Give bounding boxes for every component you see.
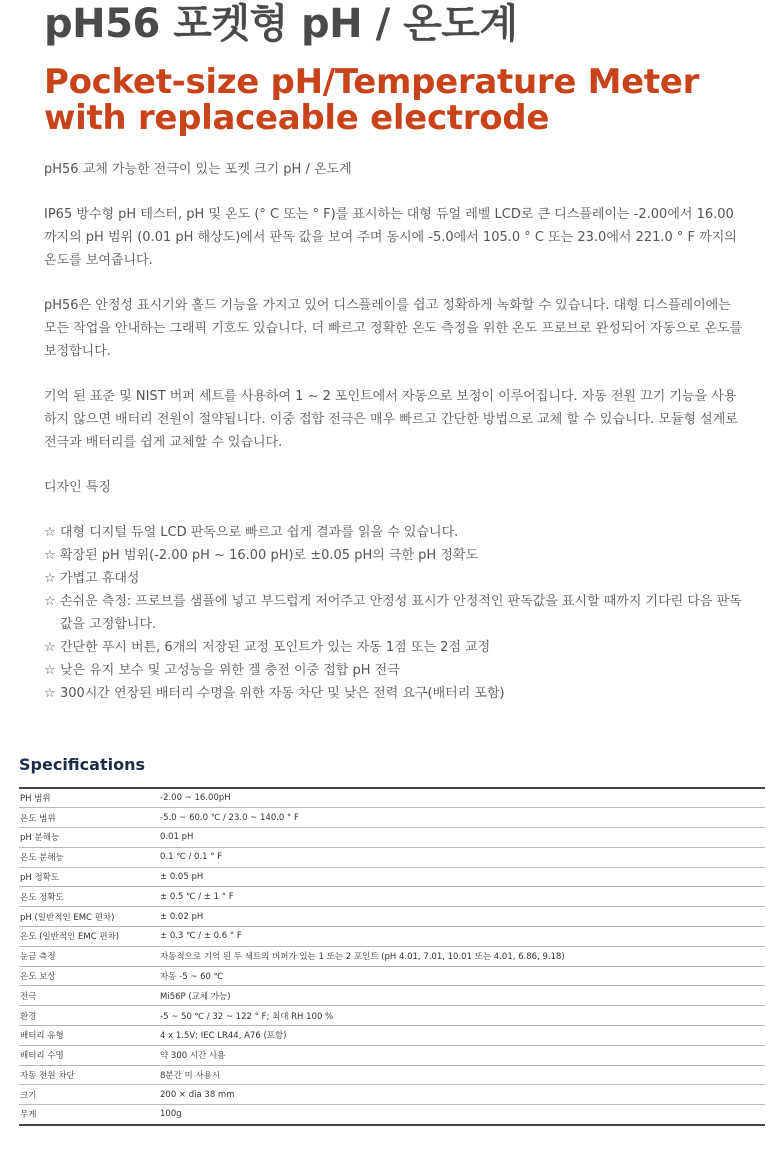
spec-label: 온도 보상	[19, 966, 159, 986]
table-row	[19, 1085, 765, 1105]
spec-value: 자동 -5 ~ 60 ℃	[159, 966, 765, 986]
specifications-table	[19, 787, 765, 1126]
features-list	[44, 521, 744, 705]
star-icon: ☆	[44, 594, 56, 609]
spec-value: -5 ~ 50 ℃ / 32 ~ 122 ° F; 최대 RH 100 %	[159, 1006, 765, 1026]
table-row	[19, 867, 765, 887]
spec-label: 배터리 수명	[19, 1045, 159, 1065]
spec-value: 8분간 미 사용시	[159, 1065, 765, 1085]
page-title: pH56 포켓형 pH / 온도계	[44, 1, 518, 47]
description-paragraph: IP65 방수형 pH 테스터, pH 및 온도 (° C 또는 ° F)를 표시하는 대형 듀얼 레벨 LCD로 큰 디스플레이는 -2.00에서 16.00까지의 pH 범위 (0.01 pH 해상도)에서 판독 값을 보여 주며 동시에 -5.0에서 105.0 ° C 또는 23.0에서 221.0 ° F 까지의 온도를 보여줍니다.	[44, 207, 737, 268]
spec-label: 온도 (일반적인 EMC 편차)	[19, 927, 159, 947]
table-row	[19, 788, 765, 808]
spec-value: -5.0 ~ 60.0 ℃ / 23.0 ~ 140.0 ° F	[159, 808, 765, 828]
table-row	[19, 847, 765, 867]
star-icon: ☆	[44, 525, 56, 540]
spec-value: 0.01 pH	[159, 828, 765, 848]
list-item	[44, 659, 744, 682]
table-row	[19, 927, 765, 947]
spec-value: 4 x 1.5V; IEC LR44, A76 (포함)	[159, 1026, 765, 1046]
spec-label: 크기	[19, 1085, 159, 1105]
spec-value: 200 × dia 38 mm	[159, 1085, 765, 1105]
spec-value: 0.1 ℃ / 0.1 ° F	[159, 847, 765, 867]
list-item	[44, 590, 744, 636]
table-row	[19, 808, 765, 828]
spec-label: pH 분해능	[19, 828, 159, 848]
table-row	[19, 966, 765, 986]
spec-value: ± 0.5 ℃ / ± 1 ° F	[159, 887, 765, 907]
table-row	[19, 1006, 765, 1026]
spec-label: 전극	[19, 986, 159, 1006]
spec-label: 무게	[20, 1110, 37, 1121]
description-paragraph: 기억 된 표준 및 NIST 버퍼 세트를 사용하여 1 ~ 2 포인트에서 자동으로 보정이 이루어집니다. 자동 전원 끄기 기능을 사용하지 않으면 배터리 전원이 절약됩니다. 이중 접합 전극은 매우 빠르고 간단한 방법으로 교체 할 수 있습니다. 모듈형 설계로 전극과 배터리를 쉽게 교체할 수 있습니다.	[44, 389, 738, 450]
list-item	[44, 544, 744, 567]
feature-text: 손쉬운 측정: 프로브를 샘플에 넣고 부드럽게 저어주고 안정성 표시가 안정적인 판독값을 표시할 때까지 기다린 다음 판독값을 고정합니다.	[60, 594, 742, 632]
spec-label: pH (일반적인 EMC 편차)	[19, 907, 159, 927]
product-description	[44, 158, 744, 705]
spec-value: 100g	[160, 1109, 182, 1120]
spec-label: PH 범위	[19, 788, 159, 808]
feature-text: 확장된 pH 범위(-2.00 pH ~ 16.00 pH)로 ±0.05 pH의 극한 pH 정확도	[60, 548, 479, 563]
star-icon: ☆	[44, 548, 56, 563]
table-row	[19, 1105, 765, 1125]
spec-label: 온도 범위	[19, 808, 159, 828]
table-row	[19, 828, 765, 848]
star-icon: ☆	[44, 663, 56, 678]
feature-text: 간단한 푸시 버튼, 6개의 저장된 교정 포인트가 있는 자동 1점 또는 2점 교정	[60, 640, 491, 655]
spec-label: pH 정확도	[19, 867, 159, 887]
feature-text: 가볍고 휴대성	[60, 571, 140, 586]
spec-value: ± 0.3 ℃ / ± 0.6 ° F	[159, 927, 765, 947]
page-subtitle: Pocket-size pH/Temperature Meter with replaceable electrode	[44, 62, 700, 138]
features-heading: 디자인 특징	[44, 480, 111, 495]
spec-label: 환경	[19, 1006, 159, 1026]
spec-value: 자동적으로 기억 된 두 세트의 버퍼가 있는 1 또는 2 포인트 (pH 4.01, 7.01, 10.01 또는 4.01, 6.86, 9.18)	[159, 946, 765, 966]
table-row	[19, 907, 765, 927]
list-item	[44, 636, 744, 659]
table-row	[19, 1045, 765, 1065]
star-icon: ☆	[44, 571, 56, 586]
table-row	[19, 986, 765, 1006]
specifications-heading: Specifications	[19, 755, 145, 774]
spec-value: ± 0.05 pH	[159, 867, 765, 887]
spec-label: 눈금 측정	[19, 946, 159, 966]
spec-label: 자동 전원 차단	[19, 1065, 159, 1085]
star-icon: ☆	[44, 686, 56, 701]
table-row	[19, 946, 765, 966]
feature-text: 300시간 연장된 배터리 수명을 위한 자동 차단 및 낮은 전력 요구(배터리 포함)	[60, 686, 505, 701]
spec-value: -2.00 ~ 16.00pH	[159, 788, 765, 808]
list-item	[44, 567, 744, 590]
table-row	[19, 1026, 765, 1046]
spec-label: 배터리 유형	[19, 1026, 159, 1046]
star-icon: ☆	[44, 640, 56, 655]
feature-text: 대형 디지털 듀얼 LCD 판독으로 빠르고 쉽게 결과를 읽을 수 있습니다.	[60, 525, 459, 540]
spec-label: 온도 정확도	[19, 887, 159, 907]
spec-label: 온도 분해능	[19, 847, 159, 867]
intro-paragraph: pH56 교체 가능한 전극이 있는 포켓 크기 pH / 온도계	[44, 162, 352, 177]
spec-value: Mi56P (교체 가능)	[159, 986, 765, 1006]
table-row	[19, 1065, 765, 1085]
spec-value: ± 0.02 pH	[159, 907, 765, 927]
feature-text: 낮은 유지 보수 및 고성능을 위한 겔 충전 이중 접합 pH 전극	[60, 663, 400, 678]
spec-value: 약 300 시간 사용	[159, 1045, 765, 1065]
description-paragraph: pH56은 안정성 표시기와 홀드 기능을 가지고 있어 디스플레이를 쉽고 정확하게 녹화할 수 있습니다. 대형 디스플레이에는 모든 작업을 안내하는 그래픽 기호도 있습니다. 더 빠르고 정확한 온도 측정을 위한 온도 프로브로 완성되어 자동으로 온도를 보정합니다.	[44, 298, 743, 359]
table-row	[19, 887, 765, 907]
list-item	[44, 521, 744, 544]
list-item	[44, 682, 744, 705]
